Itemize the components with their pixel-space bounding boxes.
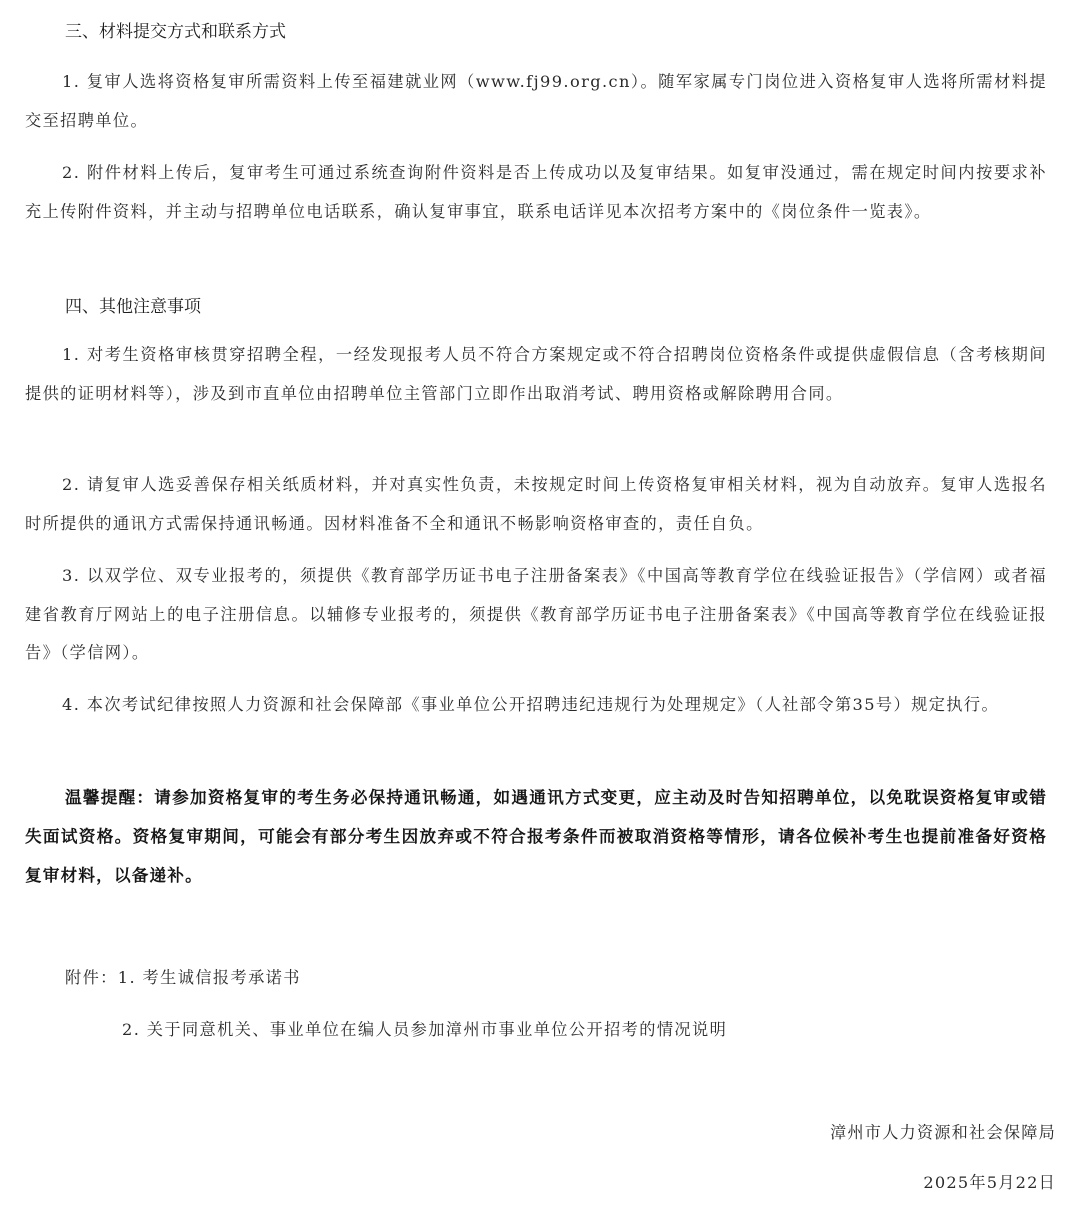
section4-item-3: 3. 以双学位、双专业报考的，须提供《教育部学历证书电子注册备案表》《中国高等教育学位在线验证报告》（学信网）或者福建省教育厅网站上的电子注册信息。以辅修专业报考的，须提供《教育部学历证书电子注册备案表》《中国高等教育学位在线验证报告》（学信网）。 xyxy=(25,566,1047,662)
section3-item-2: 2. 附件材料上传后，复审考生可通过系统查询附件资料是否上传成功以及复审结果。如复审没通过，需在规定时间内按要求补充上传附件资料，并主动与招聘单位电话联系，确认复审事宜，联系电话详见本次招考方案中的《岗位条件一览表》。 xyxy=(25,163,1047,221)
section4-item-2: 2. 请复审人选妥善保存相关纸质材料，并对真实性负责，未按规定时间上传资格复审相关材料，视为自动放弃。复审人选报名时所提供的通讯方式需保持通讯畅通。因材料准备不全和通讯不畅影响资格审查的，责任自负。 xyxy=(25,475,1047,533)
section4-heading: 四、其他注意事项 xyxy=(65,297,201,317)
section4-item-4: 4. 本次考试纪律按照人力资源和社会保障部《事业单位公开招聘违纪违规行为处理规定》（人社部令第35号）规定执行。 xyxy=(62,695,1000,714)
signature-date: 2025年5月22日 xyxy=(923,1173,1056,1192)
attachment-line-2: 2. 关于同意机关、事业单位在编人员参加漳州市事业单位公开招考的情况说明 xyxy=(122,1020,728,1039)
section4-item-1: 1. 对考生资格审核贯穿招聘全程，一经发现报考人员不符合方案规定或不符合招聘岗位资格条件或提供虚假信息（含考核期间提供的证明材料等），涉及到市直单位由招聘单位主管部门立即作出取消考试、聘用资格或解除聘用合同。 xyxy=(25,345,1047,403)
signature-org: 漳州市人力资源和社会保障局 xyxy=(829,1123,1056,1142)
section3-heading: 三、材料提交方式和联系方式 xyxy=(65,22,286,42)
section3-item-1: 1. 复审人选将资格复审所需资料上传至福建就业网（www.fj99.org.cn）。随军家属专门岗位进入资格复审人选将所需材料提交至招聘单位。 xyxy=(25,72,1047,130)
attachment-line-1: 附件：1. 考生诚信报考承诺书 xyxy=(65,968,301,987)
reminder-paragraph: 温馨提醒：请参加资格复审的考生务必保持通讯畅通，如遇通讯方式变更，应主动及时告知招聘单位，以免耽误资格复审或错失面试资格。资格复审期间，可能会有部分考生因放弃或不符合报考条件而被取消资格等情形，请各位候补考生也提前准备好资格复审材料，以备递补。 xyxy=(25,788,1047,885)
